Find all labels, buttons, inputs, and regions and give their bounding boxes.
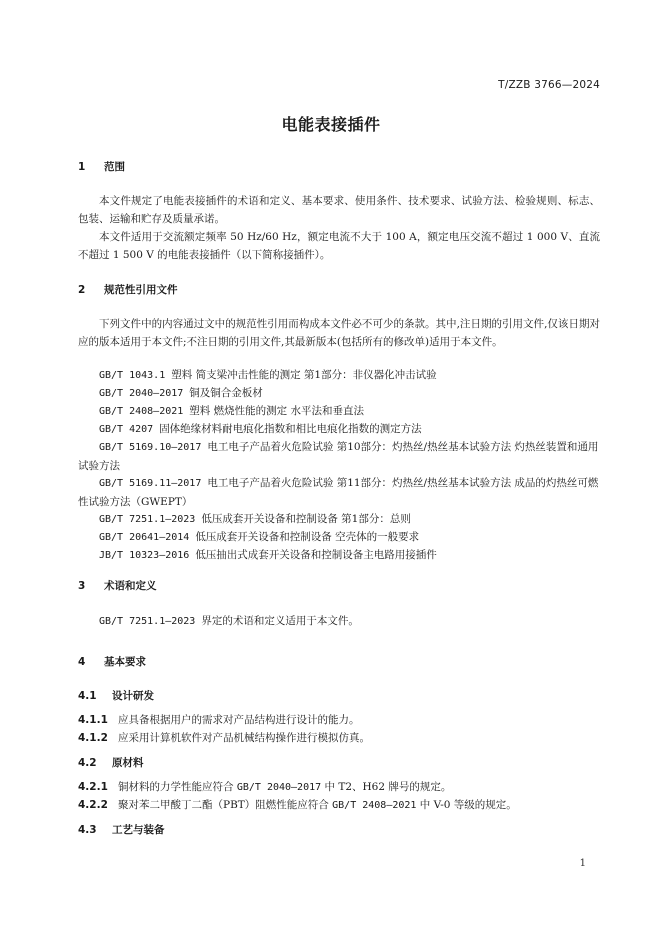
reference-name: 低压成套开关设备和控制设备 第1部分：总则: [201, 513, 411, 525]
subsection-title: 设计研发: [112, 690, 154, 702]
reference-item: [78, 438, 600, 475]
reference-name: 电工电子产品着火危险试验 第10部分：灼热丝/热丝基本试验方法 灼热丝装置和通用试验方法: [78, 441, 599, 472]
reference-item: [78, 546, 600, 565]
reference-code: GB/T 5169.11—2017: [99, 478, 202, 489]
reference-code: GB/T 5169.10—2017: [99, 442, 202, 453]
reference-item: [78, 474, 600, 511]
reference-item: [78, 510, 600, 529]
reference-name: 固体绝缘材料耐电痕化指数和相比电痕化指数的测定方法: [159, 423, 422, 435]
page-number: 1: [579, 858, 586, 869]
clause-standard-code: GB/T 2408—2021: [332, 800, 417, 811]
subsection-heading-process-equipment: [78, 823, 165, 837]
reference-code: GB/T 2408—2021: [99, 406, 184, 417]
reference-code: GB/T 4207: [99, 424, 154, 435]
subsection-heading-design: [78, 689, 154, 703]
clause-number: 4.2.2: [78, 799, 108, 811]
scope-paragraph-2: 本文件适用于交流额定频率 50 Hz/60 Hz，额定电流不大于 100 A，额定电压交流不超过 1 000 V、直流不超过 1 500 V 的电能表接插件（以下简称接插件）。: [78, 231, 600, 261]
standard-code: T/ZZB 3766—2024: [498, 79, 600, 91]
reference-item: [78, 384, 600, 403]
reference-code: JB/T 10323—2016: [99, 550, 190, 561]
subsection-title: 工艺与装备: [112, 824, 165, 836]
section-heading-terms: [78, 579, 157, 593]
reference-name: 铜及铜合金板材: [189, 387, 263, 399]
section-number: 1: [78, 161, 86, 173]
clause-4-2-1: [78, 778, 600, 797]
reference-name: 塑料 燃烧性能的测定 水平法和垂直法: [189, 405, 364, 417]
subsection-heading-raw-materials: [78, 756, 144, 770]
section-number: 4: [78, 656, 86, 668]
section-heading-scope: [78, 160, 125, 174]
section-title: 规范性引用文件: [104, 284, 178, 296]
reference-code: GB/T 2040—2017: [99, 388, 184, 399]
clause-number: 4.1.1: [78, 714, 108, 726]
clause-text: 应采用计算机软件对产品机械结构操作进行模拟仿真。: [118, 732, 370, 744]
terms-standard-code: GB/T 7251.1—2023: [99, 616, 196, 627]
clause-text-post: 中 T2、H62 牌号的规定。: [324, 781, 452, 793]
clause-number: 4.1.2: [78, 732, 108, 744]
clause-text-pre: 聚对苯二甲酸丁二酯（PBT）阻燃性能应符合: [118, 799, 329, 811]
reference-code: GB/T 7251.1—2023: [99, 514, 196, 525]
terms-paragraph: [78, 612, 600, 631]
section-number: 3: [78, 580, 86, 592]
reference-name: 塑料 简支梁冲击性能的测定 第1部分：非仪器化冲击试验: [171, 369, 437, 381]
reference-item: [78, 402, 600, 421]
clause-4-1-2: [78, 729, 600, 747]
reference-item: [78, 528, 600, 547]
reference-name: 低压抽出式成套开关设备和控制设备主电路用接插件: [195, 549, 437, 561]
section-number: 2: [78, 284, 86, 296]
clause-text-post: 中 V-0 等级的规定。: [419, 799, 517, 811]
clause-4-2-2: [78, 796, 600, 815]
subsection-number: 4.2: [78, 757, 97, 769]
section-title: 术语和定义: [104, 580, 157, 592]
reference-item: [78, 366, 600, 385]
subsection-title: 原材料: [112, 757, 144, 769]
subsection-number: 4.3: [78, 824, 97, 836]
section-heading-basic-requirements: [78, 655, 146, 669]
section-heading-normative-references: [78, 283, 178, 297]
terms-text: 界定的术语和定义适用于本文件。: [201, 615, 359, 627]
clause-text-pre: 铜材料的力学性能应符合: [118, 781, 234, 793]
normative-intro: 下列文件中的内容通过文中的规范性引用而构成本文件必不可少的条款。其中,注日期的引用文件,仅该日期对应的版本适用于本文件;不注日期的引用文件,其最新版本(包括所有的修改单)适用于本文件。: [78, 318, 600, 348]
section-title: 范围: [104, 161, 125, 173]
reference-name: 低压成套开关设备和控制设备 空壳体的一般要求: [195, 531, 420, 543]
reference-name: 电工电子产品着火危险试验 第11部分：灼热丝/热丝基本试验方法 成品的灼热丝可燃性试验方法（GWEPT）: [78, 477, 599, 508]
section-title: 基本要求: [104, 656, 146, 668]
subsection-number: 4.1: [78, 690, 97, 702]
reference-code: GB/T 20641—2014: [99, 532, 190, 543]
document-title: 电能表接插件: [281, 115, 381, 134]
clause-4-1-1: [78, 711, 600, 729]
scope-paragraph-1: 本文件规定了电能表接插件的术语和定义、基本要求、使用条件、技术要求、试验方法、检验规则、标志、包装、运输和贮存及质量承诺。: [78, 195, 600, 225]
clause-standard-code: GB/T 2040—2017: [236, 782, 322, 793]
clause-number: 4.2.1: [78, 781, 108, 793]
reference-item: [78, 420, 600, 439]
reference-code: GB/T 1043.1: [99, 370, 166, 381]
clause-text: 应具备根据用户的需求对产品结构进行设计的能力。: [118, 714, 360, 726]
